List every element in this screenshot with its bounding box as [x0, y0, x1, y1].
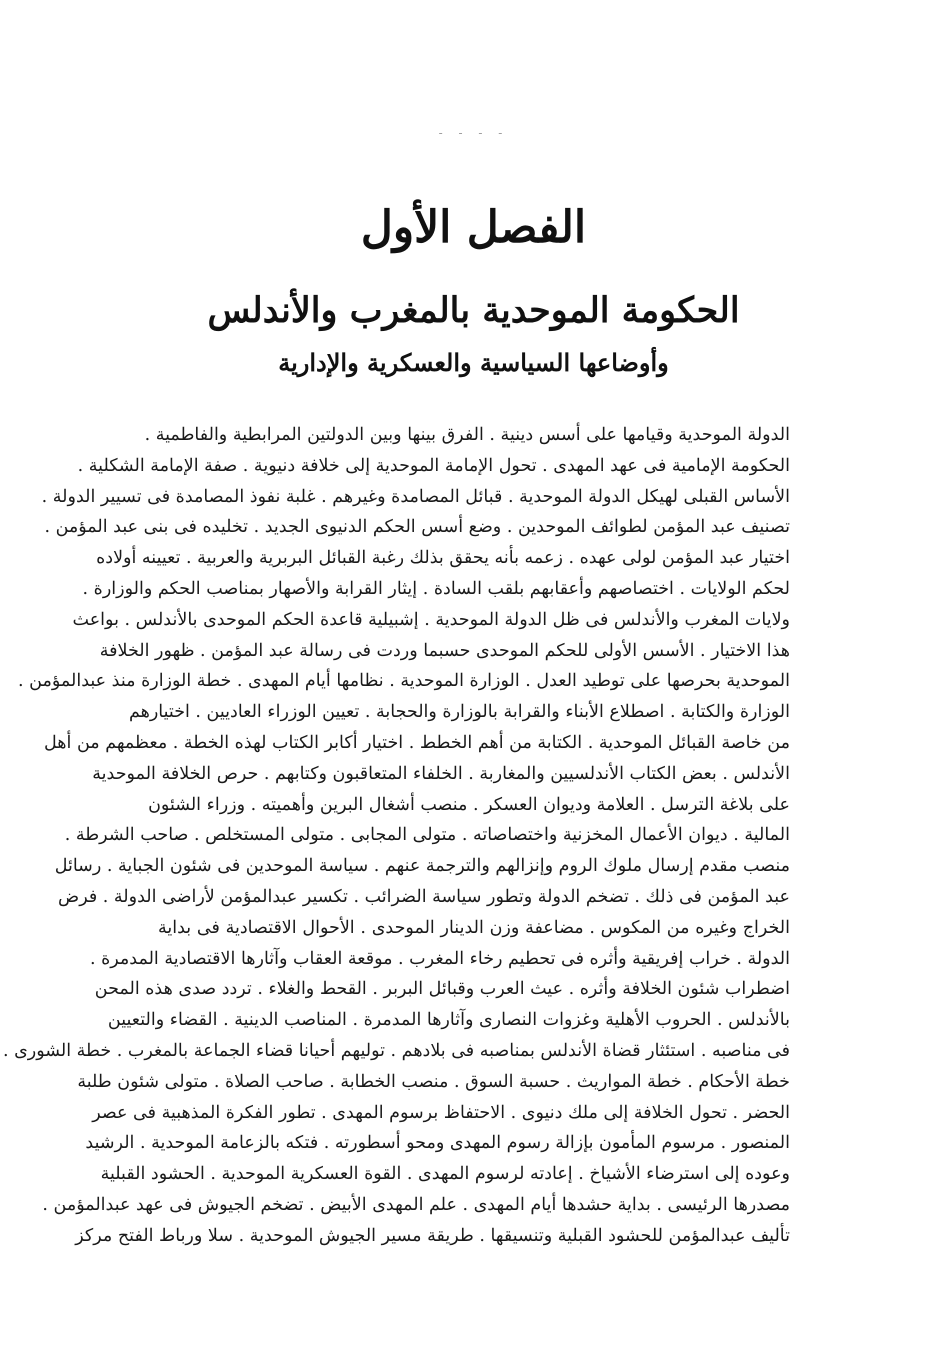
summary-line: الدولة الموحدية وقيامها على أسس دينية . الفرق بينها وبين الدولتين المرابطية والفاطمية .	[144, 425, 790, 445]
summary-line: من خاصة القبائل الموحدية . الكتابة من أهم الخطط . اختيار أكابر الكتاب لهذه الخطة . معظمهم من أهل	[44, 732, 790, 753]
summary-line: تصنيف عبد المؤمن لطوائف الموحدين . وضع أسس الحكم الدنيوى الجديد . تخليده فى بنى عبد المؤمن .	[44, 517, 790, 538]
summary-line: الأساس القبلى لهيكل الدولة الموحدية . قبائل المصامدة وغيرهم . غلبة نفوذ المصامدة فى تسيير الدولة .	[41, 486, 790, 507]
main-title: الحكومة الموحدية بالمغرب والأندلس	[207, 290, 740, 331]
summary-line: المنصور . مرسوم المأمون بإزالة رسوم المهدى ومحو أسطورته . فتكه بالزعامة الموحدية . الرشيد	[85, 1133, 790, 1154]
summary-line: على بلاغة الترسل . العلامة وديوان العسكر . منصب أشغال البرين وأهميته . وزراء الشئون	[148, 794, 790, 815]
summary-line: منصب مقدم إرسال ملوك الروم وإنزالهم والترجمة عنهم . سياسة الموحدين فى شئون الجباية . رسائل	[54, 856, 790, 877]
summary-line: خطة الأحكام . خطة المواريث . حسبة السوق . منصب الخطابة . صاحب الصلاة . متولى شئون طلبة	[77, 1071, 790, 1092]
summary-line: وعوده إلى استرضاء الأشياخ . إعادته لرسوم المهدى . القوة العسكرية الموحدية . الحشود القبلية	[100, 1164, 790, 1185]
sub-title: وأوضاعها السياسية والعسكرية والإدارية	[278, 348, 669, 377]
summary-line: مصدرها الرئيسى . بداية حشدها أيام المهدى . علم المهدى الأبيض . تضخم الجيوش فى عهد عبدالمؤمن .	[42, 1194, 790, 1215]
top-ornament: - - - -	[438, 126, 509, 140]
chapter-summary	[2, 420, 790, 1252]
summary-line: الدولة . خراب إفريقية وأثره فى تحطيم رخاء المغرب . موقعة العقاب وآثارها الاقتصادية المدمرة .	[89, 948, 790, 969]
summary-line: الوزارة والكتابة . اصطلاع الأبناء والقرابة بالوزارة والحجابة . تعيين الوزراء العاديين . اختيارهم	[128, 702, 790, 723]
summary-line: الخراج وغيره من المكوس . مضاعفة وزن الدينار الموحدى . الأحوال الاقتصادية فى بداية	[158, 917, 790, 938]
summary-line: المالية . ديوان الأعمال المخزنية واختصاصاته . متولى المجابى . متولى المستخلص . صاحب الشرطة .	[64, 825, 790, 846]
chapter-title: الفصل الأول	[360, 202, 587, 253]
summary-line: الموحدية بحرصها على توطيد العدل . الوزارة الموحدية . نظامها أيام المهدى . خطة الوزارة منذ عبدالمؤمن .	[18, 671, 790, 692]
summary-line: هذا الاختيار . الأسس الأولى للحكم الموحدى حسبما وردت فى رسالة عبد المؤمن . ظهور الخلافة	[99, 640, 790, 661]
summary-line: تأليف عبدالمؤمن للحشود القبلية وتنسيقها . طريقة مسير الجيوش الموحدية . سلا ورباط الفتح مركز	[75, 1225, 790, 1246]
summary-line: الحضر . تحول الخلافة إلى ملك دنيوى . الاحتفاظ برسوم المهدى . تطور الفكرة المذهبية فى عصر	[92, 1102, 790, 1123]
summary-line: بالأندلس . الحروب الأهلية وغزوات النصارى وآثارها المدمرة . المناصب الدينية . القضاء والتعيين	[107, 1010, 790, 1031]
summary-line: الأندلس . بعض الكتاب الأندلسيين والمغاربة . الخلفاء المتعاقبون وكتابهم . حرص الخلافة الموحدية	[92, 763, 790, 784]
summary-line: لحكم الولايات . اختصاصهم وأعقابهم بلقب السادة . إيثار القرابة والأصهار بمناصب الحكم والوزارة .	[82, 578, 790, 599]
summary-line: الحكومة الإمامية فى عهد المهدى . تحول الإمامة الموحدية إلى خلافة دنيوية . صفة الإمامة الشكلية .	[77, 455, 790, 476]
summary-line: ولايات المغرب والأندلس فى ظل الدولة الموحدية . إشبيلية قاعدة الحكم الموحدى بالأندلس . بواعث	[72, 609, 790, 630]
summary-line: اختيار عبد المؤمن لولى عهده . زعمه بأنه يحقق بذلك رغبة القبائل البربرية والعربية . تعيينه أولاده	[96, 548, 790, 569]
summary-line: عبد المؤمن فى ذلك . تضخم الدولة وتطور سياسة الضرائب . تكسير عبدالمؤمن لأراضى الدولة . فرض	[58, 886, 790, 907]
summary-line: فى مناصبه . استئثار قضاة الأندلس بمناصبه فى بلادهم . توليهم أحيانا قضاء الجماعة بالمغرب . خطة الشورى .	[2, 1040, 790, 1061]
summary-line: اضطراب شئون الخلافة وأثره . عيث العرب وقبائل البربر . القحط والغلاء . تردد صدى هذه المحن	[94, 979, 790, 1000]
